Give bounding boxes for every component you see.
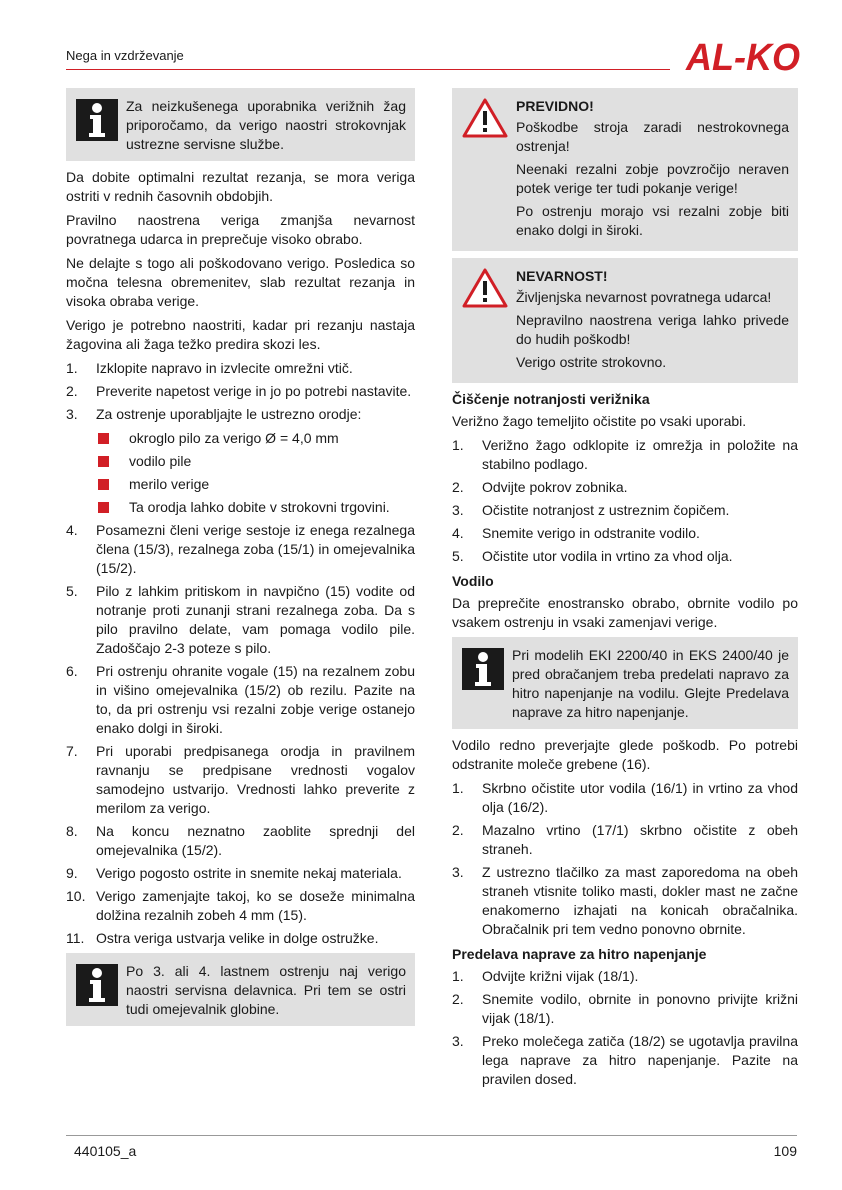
- right-column: [452, 88, 798, 1094]
- guide-steps: [452, 779, 798, 939]
- bullet-item: vodilo pile: [98, 452, 415, 471]
- caution-text: Neenaki rezalni zobje povzročijo neraven potek verige ter tudi pokanje verige!: [516, 161, 789, 196]
- square-bullet-icon: [98, 456, 109, 467]
- warning-icon: [462, 97, 508, 139]
- paragraph: Da dobite optimalni rezultat rezanja, se mora veriga ostriti v rednih časovnih obdobjih.: [66, 169, 415, 204]
- paragraph: Vodilo redno preverjajte glede poškodb. Po potrebi odstranite moleče grebene (16).: [452, 737, 798, 772]
- footer-rule: [66, 1135, 797, 1136]
- list-item: 11. Ostra veriga ustvarja velike in dolge ostružke.: [66, 930, 379, 946]
- list-item: 2. Mazalno vrtino (17/1) skrbno očistite z obeh straneh.: [452, 822, 798, 857]
- list-item: 3. Očistite notranjost z ustreznim čopičem.: [452, 502, 730, 518]
- document-id: 440105_a: [74, 1143, 137, 1159]
- list-item: 1. Verižno žago odklopite iz omrežja in položite na stabilno podlago.: [452, 437, 798, 472]
- info-text: Po 3. ali 4. lastnem ostrenju naj verigo naostri servisna delavnica. Pri tem se ostri tudi omejevalnik globine.: [126, 963, 406, 1017]
- paragraph: Pravilno naostrena veriga zmanjša nevarnost povratnega udarca in preprečuje visoko obrabo.: [66, 212, 415, 247]
- info-box: [66, 953, 415, 1026]
- list-item: 5. Pilo z lahkim pritiskom in navpično (15) vodite od notranje proti zunanji strani rezalnega zoba. Da s pilo pravilno delate, vam pomaga vodilo pile. Zadoščajo 2-3 poteze s pilo.: [66, 583, 415, 656]
- list-item: 5. Očistite utor vodila in vrtino za vhod olja.: [452, 548, 733, 564]
- caution-box: [452, 88, 798, 251]
- paragraph: Verigo je potrebno naostriti, kadar pri rezanju nastaja žagovina ali žaga težko predira skozi les.: [66, 317, 415, 352]
- list-item: 4. Posamezni členi verige sestoje iz enega rezalnega člena (15/3), rezalnega zoba (15/1) in omejevalnika (15/2).: [66, 522, 415, 576]
- section-heading: Predelava naprave za hitro napenjanje: [452, 946, 707, 962]
- danger-label: NEVARNOST!: [516, 268, 608, 284]
- info-text: Za neizkušenega uporabnika verižnih žag priporočamo, da verigo naostri strokovnjak ustrezne servisne službe.: [126, 98, 406, 152]
- list-item: 3. Za ostrenje uporabljajte le ustrezno orodje:: [66, 406, 362, 422]
- list-item: 6. Pri ostrenju ohranite vogale (15) na rezalnem zobu in višino omejevalnika (15/2) ob rezilu. Pazite na to, da pri ostrenju vsi rezalni zobje verige ostanejo enako dolgi in široki.: [66, 663, 415, 736]
- list-item: 1. Izklopite napravo in izvlecite omrežni vtič.: [66, 360, 353, 376]
- square-bullet-icon: [98, 433, 109, 444]
- section-heading: Čiščenje notranjosti verižnika: [452, 391, 650, 407]
- info-box: [66, 88, 415, 161]
- list-item: 2. Preverite napetost verige in jo po potrebi nastavite.: [66, 383, 412, 399]
- paragraph: Ne delajte s togo ali poškodovano verigo. Posledica so močna telesna obremenitev, slab rezultat rezanja in visoka obraba verige.: [66, 255, 415, 309]
- list-item: 4. Snemite verigo in odstranite vodilo.: [452, 525, 700, 541]
- conversion-steps: [452, 967, 798, 1089]
- bullet-item: merilo verige: [98, 475, 415, 494]
- danger-text: Življenjska nevarnost povratnega udarca!: [516, 289, 772, 305]
- page-header-title: Nega in vzdrževanje: [66, 48, 184, 63]
- info-icon: [76, 964, 118, 1006]
- header-rule: [66, 69, 670, 70]
- logo-text: AL-KO: [685, 37, 800, 76]
- info-icon: [462, 648, 504, 690]
- list-item: 1. Odvijte križni vijak (18/1).: [452, 968, 639, 984]
- info-icon: [76, 99, 118, 141]
- list-item: 9. Verigo pogosto ostrite in snemite nekaj materiala.: [66, 865, 402, 881]
- danger-box: [452, 258, 798, 383]
- caution-text: Po ostrenju morajo vsi rezalni zobje biti enako dolgi in široki.: [516, 203, 789, 238]
- tool-list: [66, 429, 415, 517]
- list-item: 2. Snemite vodilo, obrnite in ponovno privijte križni vijak (18/1).: [452, 991, 798, 1026]
- left-column: [66, 88, 415, 1033]
- caution-text: Poškodbe stroja zaradi nestrokovnega ostrenja!: [516, 119, 789, 154]
- bullet-item: Ta orodja lahko dobite v strokovni trgovini.: [98, 498, 415, 517]
- square-bullet-icon: [98, 479, 109, 490]
- paragraph: Da preprečite enostransko obrabo, obrnite vodilo po vsakem ostrenju in vsaki zamenjavi verige.: [452, 595, 798, 630]
- info-text: Pri modelih EKI 2200/40 in EKS 2400/40 je pred obračanjem treba predelati napravo za hitro napenjanje na vodilu. Glejte Predelava naprave za hitro napenjanje.: [512, 647, 789, 720]
- info-box: [452, 637, 798, 729]
- paragraph: Verižno žago temeljito očistite po vsaki uporabi.: [452, 413, 747, 429]
- caution-label: PREVIDNO!: [516, 98, 594, 114]
- list-item: 1. Skrbno očistite utor vodila (16/1) in vrtino za vhod olja (16/2).: [452, 780, 798, 815]
- list-item: 7. Pri uporabi predpisanega orodja in pravilnem ravnanju se predpisane vrednosti vogalov samodejno ustvarijo. Vrednosti lahko preverite z merilom za verigo.: [66, 743, 415, 816]
- section-heading: Vodilo: [452, 573, 494, 589]
- sharpening-steps-continued: [66, 521, 415, 948]
- list-item: 3. Z ustrezno tlačilko za mast zaporedoma na obeh straneh vtisnite toliko masti, dokler mast ne začne enakomerno izhajati na konicah obračalnika. Obračalnik pri tem vedno ponovno obrnite.: [452, 864, 798, 937]
- danger-text: Verigo ostrite strokovno.: [516, 354, 667, 370]
- warning-icon: [462, 267, 508, 309]
- list-item: 2. Odvijte pokrov zobnika.: [452, 479, 628, 495]
- cleaning-steps: [452, 436, 798, 566]
- danger-text: Nepravilno naostrena veriga lahko privede do hudih poškodb!: [516, 312, 789, 347]
- sharpening-steps: [66, 359, 415, 424]
- alko-logo: [684, 36, 802, 76]
- square-bullet-icon: [98, 502, 109, 513]
- page-number: 109: [773, 1143, 797, 1159]
- list-item: 10. Verigo zamenjajte takoj, ko se doseže minimalna dolžina rezalnih zobeh 4 mm (15).: [66, 888, 415, 923]
- list-item: 3. Preko molečega zatiča (18/2) se ugotavlja pravilna lega naprave za hitro napenjanje. Pazite na pravilen dosed.: [452, 1033, 798, 1087]
- list-item: 8. Na koncu neznatno zaoblite sprednji del omejevalnika (15/2).: [66, 823, 415, 858]
- bullet-item: okroglo pilo za verigo Ø = 4,0 mm: [98, 429, 415, 448]
